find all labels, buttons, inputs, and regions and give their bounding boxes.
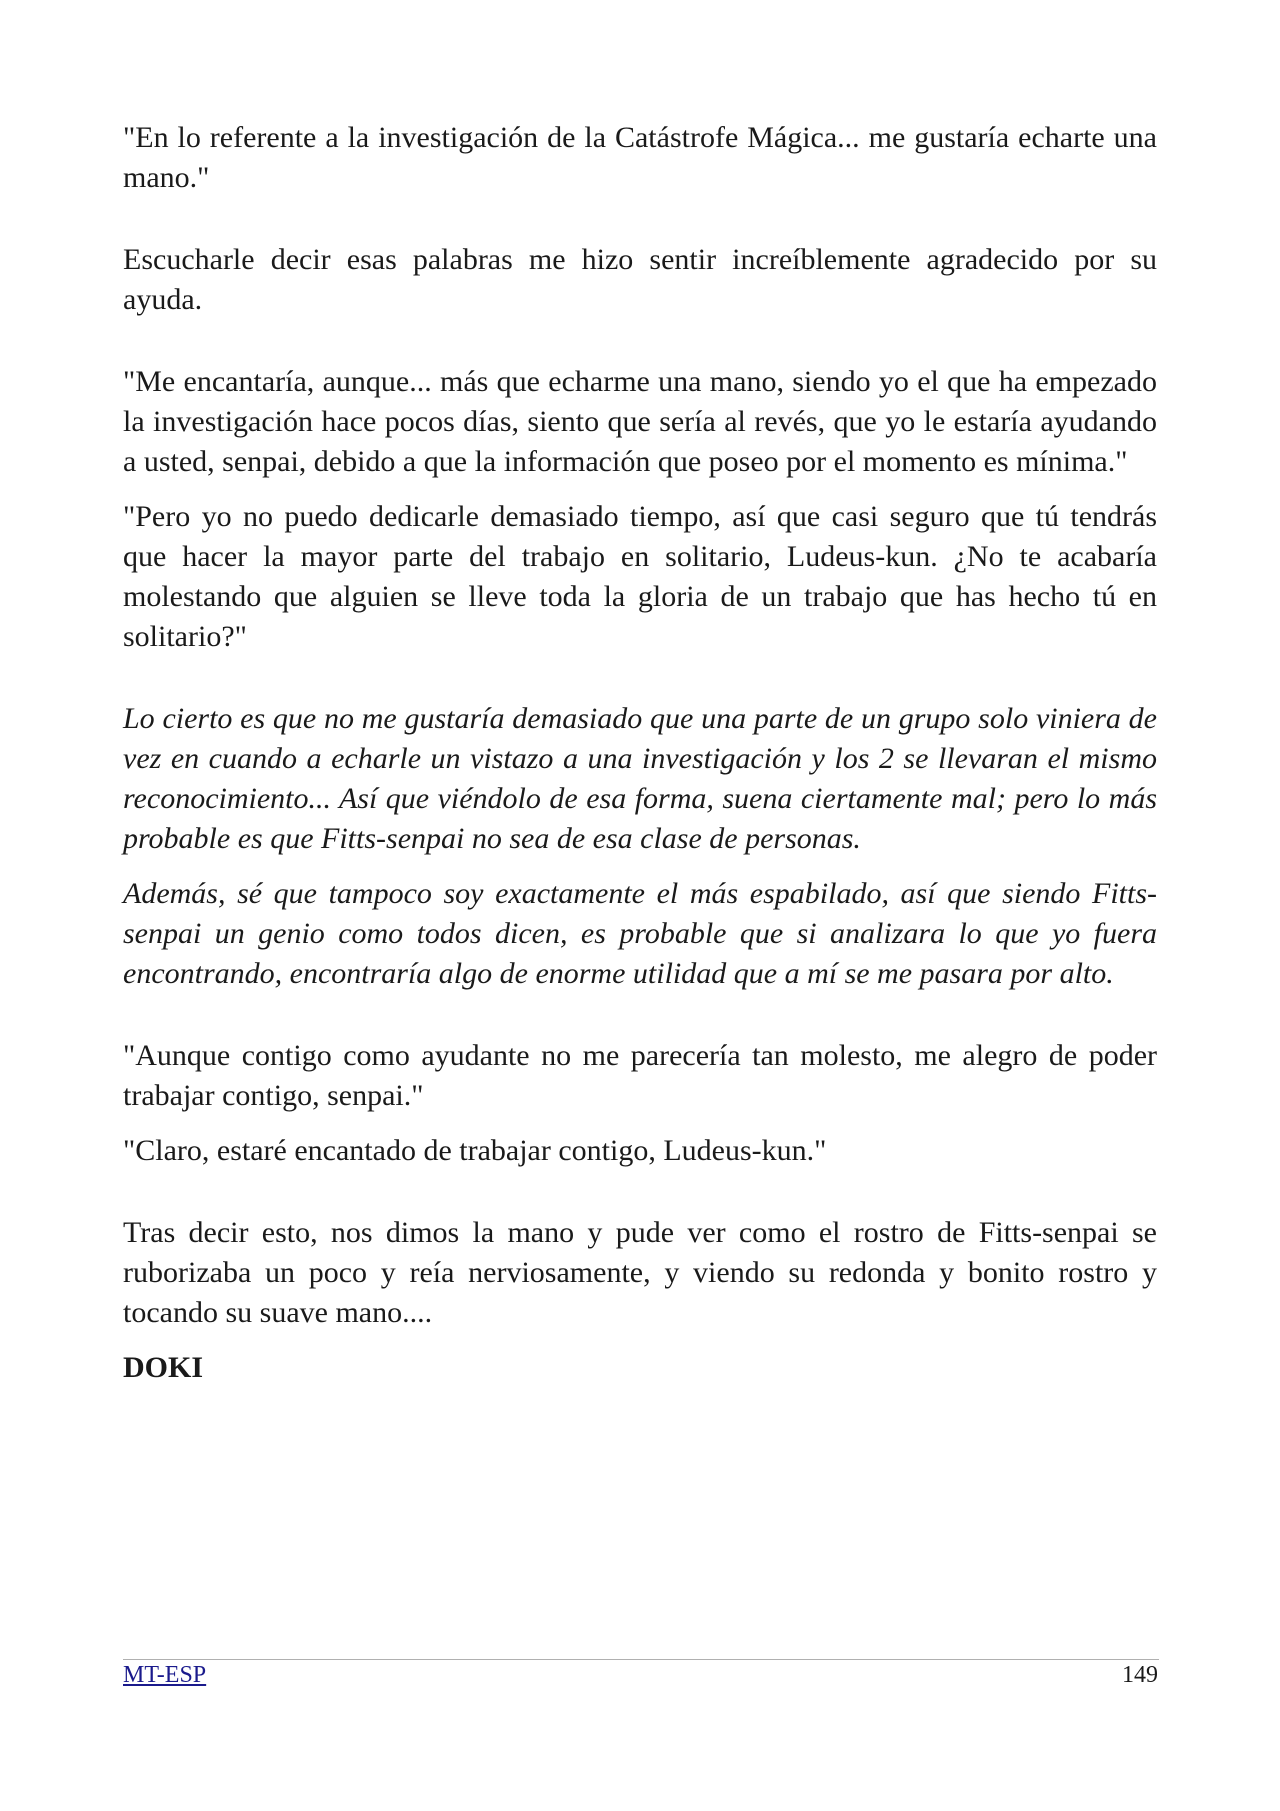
paragraph-6-italic: Además, sé que tampoco soy exactamente el más espabilado, así que siendo Fitts-senpai un genio como todos dicen, es probable que si analizara lo que yo fuera encontrando, encontraría algo de enorme utilidad que a mí se me pasara por alto.: [123, 877, 1157, 990]
paragraph-1: "En lo referente a la investigación de la Catástrofe Mágica... me gustaría echarte una mano.": [123, 121, 1157, 194]
paragraph-3: "Me encantaría, aunque... más que echarme una mano, siendo yo el que ha empezado la investigación hace pocos días, siento que sería al revés, que yo le estaría ayudando a usted, senpai, debido a que la información que poseo por el momento es mínima.": [123, 365, 1157, 478]
paragraph-9: Tras decir esto, nos dimos la mano y pude ver como el rostro de Fitts-senpai se ruborizaba un poco y reía nerviosamente, y viendo su redonda y bonito rostro y tocando su suave mano....: [123, 1216, 1157, 1329]
footer-site-link[interactable]: MT-ESP: [123, 1662, 207, 1688]
page-number: 149: [1122, 1662, 1158, 1688]
page-body: [123, 118, 1157, 1388]
footer-divider: [123, 1659, 1159, 1660]
paragraph-7: "Aunque contigo como ayudante no me parecería tan molesto, me alegro de poder trabajar contigo, senpai.": [123, 1039, 1157, 1112]
paragraph-5-italic: Lo cierto es que no me gustaría demasiado que una parte de un grupo solo viniera de vez en cuando a echarle un vistazo a una investigación y los 2 se llevaran el mismo reconocimiento... Así que viéndolo de esa forma, suena ciertamente mal; pero lo más probable es que Fitts-senpai no sea de esa clase de personas.: [123, 702, 1157, 855]
sound-effect-doki: DOKI: [123, 1351, 204, 1384]
paragraph-8: "Claro, estaré encantado de trabajar contigo, Ludeus-kun.": [123, 1134, 827, 1167]
paragraph-2: Escucharle decir esas palabras me hizo sentir increíblemente agradecido por su ayuda.: [123, 243, 1157, 316]
paragraph-4: "Pero yo no puedo dedicarle demasiado tiempo, así que casi seguro que tú tendrás que hacer la mayor parte del trabajo en solitario, Ludeus-kun. ¿No te acabaría molestando que alguien se lleve toda la gloria de un trabajo que has hecho tú en solitario?": [123, 500, 1157, 653]
